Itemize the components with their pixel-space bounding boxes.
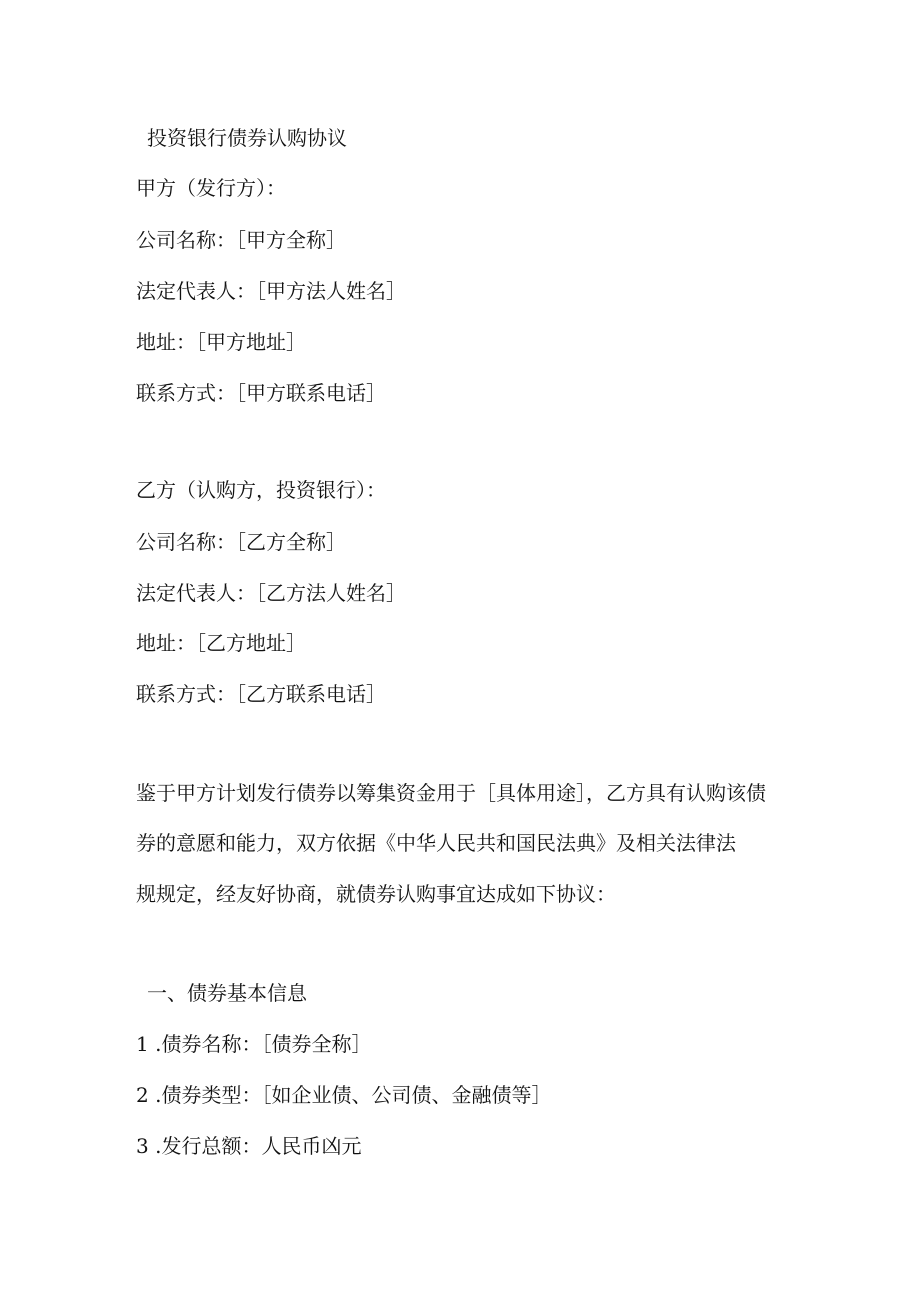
party-a-company: 公司名称：［甲方全称］ xyxy=(136,228,346,252)
party-a-address: 地址：［甲方地址］ xyxy=(136,330,306,354)
section-1-item-2: 2 .债券类型：［如企业债、公司债、金融债等］ xyxy=(136,1083,552,1107)
party-b-address: 地址：［乙方地址］ xyxy=(136,631,306,655)
preamble-line-3: 规规定，经友好协商，就债券认购事宜达成如下协议： xyxy=(136,882,616,906)
section-1-heading: 一、债券基本信息 xyxy=(147,981,307,1005)
preamble-line-1: 鉴于甲方计划发行债券以筹集资金用于［具体用途］，乙方具有认购该债 xyxy=(136,781,766,805)
party-b-contact: 联系方式：［乙方联系电话］ xyxy=(136,682,386,706)
party-b-heading: 乙方（认购方，投资银行）： xyxy=(136,478,386,502)
preamble-line-2: 券的意愿和能力，双方依据《中华人民共和国民法典》及相关法律法 xyxy=(136,831,736,855)
party-a-heading: 甲方（发行方）： xyxy=(136,176,286,200)
party-a-representative: 法定代表人：［甲方法人姓名］ xyxy=(136,279,406,303)
party-b-representative: 法定代表人：［乙方法人姓名］ xyxy=(136,581,406,605)
document-title: 投资银行债券认购协议 xyxy=(147,126,347,150)
party-b-company: 公司名称：［乙方全称］ xyxy=(136,530,346,554)
party-a-contact: 联系方式：［甲方联系电话］ xyxy=(136,381,386,405)
section-1-item-3: 3 .发行总额：人民币凶元 xyxy=(136,1134,362,1158)
section-1-item-1: 1 .债券名称：［债券全称］ xyxy=(136,1032,372,1056)
